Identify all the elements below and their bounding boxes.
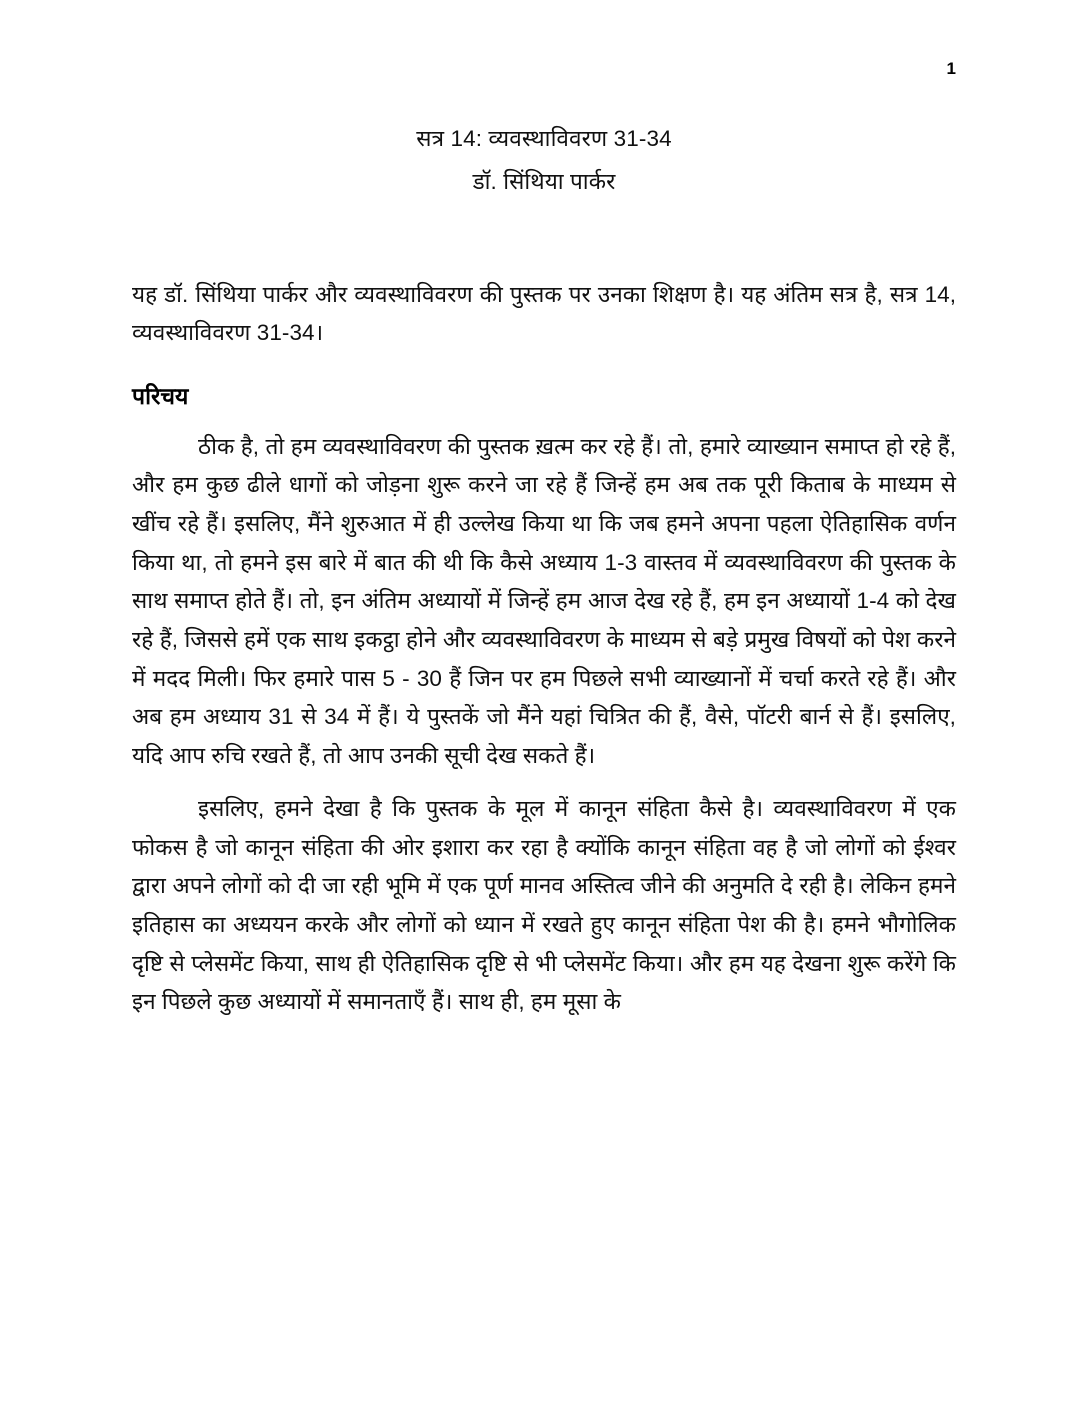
page-title: सत्र 14: व्यवस्थाविवरण 31-34 [416, 126, 672, 151]
intro-paragraph: यह डॉ. सिंथिया पार्कर और व्यवस्थाविवरण की पुस्तक पर उनका शिक्षण है। यह अंतिम सत्र है, सत्र 14, व्यवस्थाविवरण 31-34। [132, 281, 956, 346]
section-heading: परिचय [132, 383, 189, 410]
page-number: 1 [946, 59, 956, 78]
body-paragraph: ठीक है, तो हम व्यवस्थाविवरण की पुस्तक ख़त्म कर रहे हैं। तो, हमारे व्याख्यान समाप्त हो रहे हैं, और हम कुछ ढीले धागों को जोड़ना शुरू करने जा रहे हैं जिन्हें हम अब तक पूरी किताब के माध्यम से खींच रहे हैं। इसलिए, मैंने शुरुआत में ही उल्लेख किया था कि जब हमने अपना पहला ऐतिहासिक वर्णन किया था, तो हमने इस बारे में बात की थी कि कैसे अध्याय 1-3 वास्तव में व्यवस्थाविवरण की पुस्तक के साथ समाप्त होते हैं। तो, इन अंतिम अध्यायों में जिन्हें हम आज देख रहे हैं, हम इन अध्यायों 1-4 को देख रहे हैं, जिससे हमें एक साथ इकट्ठा होने और व्यवस्थाविवरण के माध्यम से बड़े प्रमुख विषयों को पेश करने में मदद मिली। फिर हमारे पास 5 - 30 हैं जिन पर हम पिछले सभी व्याख्यानों में चर्चा करते रहे हैं। और अब हम अध्याय 31 से 34 में हैं। ये पुस्तकें जो मैंने यहां चित्रित की हैं, वैसे, पॉटरी बार्न से हैं। इसलिए, यदि आप रुचि रखते हैं, तो आप उनकी सूची देख सकते हैं। [132, 433, 956, 769]
author-name: डॉ. सिंथिया पार्कर [472, 168, 616, 194]
title-block [132, 122, 956, 200]
document-body [132, 276, 956, 1022]
body-paragraph: इसलिए, हमने देखा है कि पुस्तक के मूल में कानून संहिता कैसे है। व्यवस्थाविवरण में एक फोकस है जो कानून संहिता की ओर इशारा कर रहा है क्योंकि कानून संहिता वह है जो लोगों को ईश्वर द्वारा अपने लोगों को दी जा रही भूमि में एक पूर्ण मानव अस्तित्व जीने की अनुमति दे रही है। लेकिन हमने इतिहास का अध्ययन करके और लोगों को ध्यान में रखते हुए कानून संहिता पेश की है। हमने भौगोलिक दृष्टि से प्लेसमेंट किया, साथ ही ऐतिहासिक दृष्टि से भी प्लेसमेंट किया। और हम यह देखना शुरू करेंगे कि इन पिछले कुछ अध्यायों में समानताएँ हैं। साथ ही, हम मूसा के [132, 795, 956, 1015]
